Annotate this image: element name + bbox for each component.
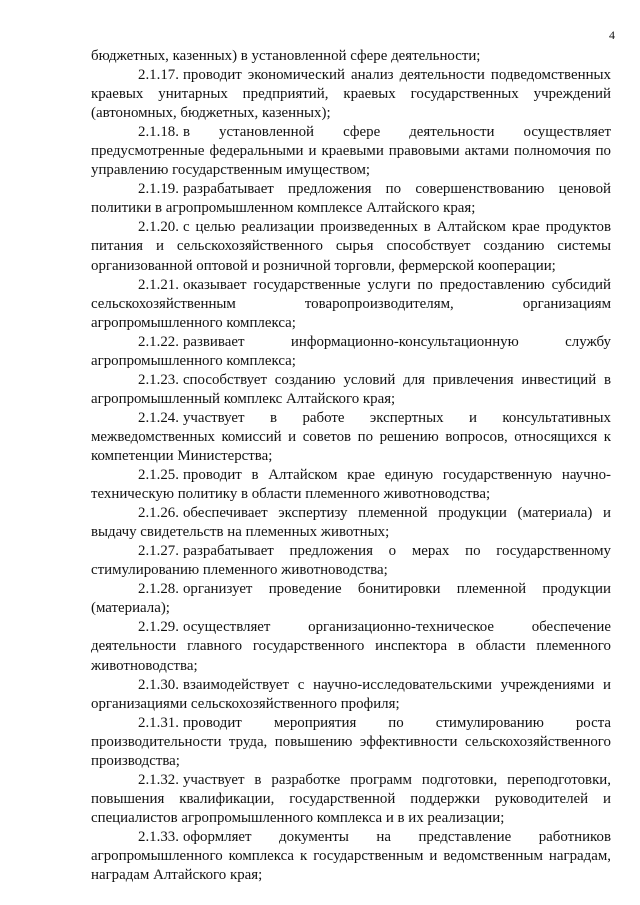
paragraph-text: проводит в Алтайском крае единую государственную научно-техническую политику в области племенного животноводства;	[91, 467, 611, 503]
paragraph-number: 2.1.28.	[138, 581, 179, 598]
paragraph-2-1-20	[91, 218, 611, 275]
paragraph-text: проводит мероприятия по стимулированию роста производительности труда, повышению эффективности сельскохозяйственного производства;	[91, 714, 611, 769]
paragraph-number: 2.1.19.	[138, 181, 179, 198]
paragraph-number: 2.1.27.	[138, 543, 179, 560]
continuation-paragraph: бюджетных, казенных) в установленной сфере деятельности;	[91, 48, 481, 64]
paragraph-text: разрабатывает предложения о мерах по государственному стимулированию племенного животноводства;	[91, 543, 611, 579]
paragraph-number: 2.1.21.	[138, 276, 179, 293]
paragraph-number: 2.1.20.	[138, 219, 179, 236]
paragraph-number: 2.1.22.	[138, 333, 179, 350]
paragraph-2-1-24	[91, 409, 611, 466]
paragraph-text: разрабатывает предложения по совершенствованию ценовой политики в агропромышленном комплексе Алтайского края;	[91, 181, 611, 217]
paragraph-2-1-29	[91, 618, 611, 675]
paragraph-number: 2.1.31.	[138, 714, 179, 731]
paragraph-number: 2.1.26.	[138, 505, 179, 522]
paragraph-2-1-17	[91, 66, 611, 123]
paragraph-2-1-33	[91, 828, 611, 885]
paragraph-text: в установленной сфере деятельности осуществляет предусмотренные федеральными и краевыми правовыми актами полномочия по управлению государственным имуществом;	[91, 124, 611, 179]
paragraph-number: 2.1.24.	[138, 409, 179, 426]
paragraph-number: 2.1.29.	[138, 619, 179, 636]
paragraph-text: развивает информационно-консультационную службу агропромышленного комплекса;	[91, 333, 611, 369]
paragraph-text: обеспечивает экспертизу племенной продукции (материала) и выдачу свидетельств на племенных животных;	[91, 505, 611, 541]
paragraph-number: 2.1.18.	[138, 124, 179, 141]
paragraph-text: проводит экономический анализ деятельности подведомственных краевых унитарных предприятий, краевых государственных учреждений (автономных, бюджетных, казенных);	[91, 67, 611, 122]
paragraph-2-1-27	[91, 542, 611, 580]
page-number: 4	[609, 28, 615, 42]
paragraph-number: 2.1.17.	[138, 67, 179, 84]
paragraph-number: 2.1.33.	[138, 828, 179, 845]
paragraph-2-1-28	[91, 580, 611, 618]
paragraph-2-1-31	[91, 714, 611, 771]
paragraph-2-1-26	[91, 504, 611, 542]
paragraph-2-1-18	[91, 123, 611, 180]
paragraph-text: участвует в работе экспертных и консультативных межведомственных комиссий и советов по решению вопросов, относящихся к компетенции Министерства;	[91, 409, 611, 464]
paragraph-2-1-23	[91, 371, 611, 409]
paragraph-2-1-22	[91, 333, 611, 371]
paragraph-text: осуществляет организационно-техническое обеспечение деятельности главного государственного инспектора в области племенного животноводства;	[91, 619, 611, 674]
paragraph-number: 2.1.23.	[138, 371, 179, 388]
paragraph-2-1-25	[91, 466, 611, 504]
paragraph-number: 2.1.32.	[138, 771, 179, 788]
paragraph-2-1-19	[91, 180, 611, 218]
document-body	[91, 47, 611, 885]
paragraph-2-1-32	[91, 771, 611, 828]
paragraph-number: 2.1.25.	[138, 467, 179, 484]
paragraph-number: 2.1.30.	[138, 676, 179, 693]
paragraph-text: участвует в разработке программ подготовки, переподготовки, повышения квалификации, государственной поддержки руководителей и специалистов агропромышленного комплекса и в их реализации;	[91, 771, 611, 826]
paragraph-text: организует проведение бонитировки племенной продукции (материала);	[91, 581, 611, 617]
paragraph-text: взаимодействует с научно-исследовательскими учреждениями и организациями сельскохозяйственного профиля;	[91, 676, 611, 712]
paragraph-text: с целью реализации произведенных в Алтайском крае продуктов питания и сельскохозяйственного сырья способствует созданию системы организованной оптовой и розничной торговли, фермерской кооперации;	[91, 219, 611, 274]
paragraph-2-1-30	[91, 676, 611, 714]
paragraph-2-1-21	[91, 276, 611, 333]
paragraph-text: оформляет документы на представление работников агропромышленного комплекса к государственным и ведомственным наградам, наградам Алтайского края;	[91, 828, 611, 884]
paragraph-text: оказывает государственные услуги по предоставлению субсидий сельскохозяйственным товаропроизводителям, организациям агропромышленного комплекса;	[91, 276, 611, 331]
paragraph-text: способствует созданию условий для привлечения инвестиций в агропромышленный комплекс Алтайского края;	[91, 371, 611, 407]
